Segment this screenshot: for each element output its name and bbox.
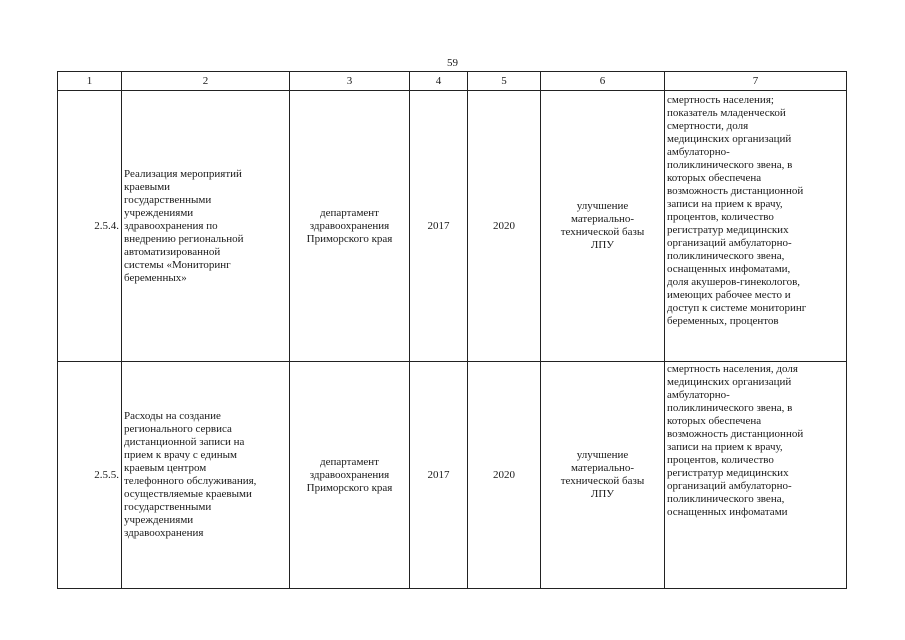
indicators-text: смертность населения; показатель младенческой смертности, доля медицинских организаций амбулаторно- поликлинического звена, в которых обеспечена возможность дистанционной записи на прием к врачу, процентов, количество регистратур медицинских организаций амбулаторно- поликлинического звена, оснащенных инфоматами, доля акушеров-гинекологов, имеющих рабочее место и доступ к системе мониторинг беременных, процентов: [667, 94, 807, 327]
indicators-cell: [665, 91, 847, 362]
column-header: 5: [468, 72, 541, 91]
column-header: 1: [58, 72, 122, 91]
column-number-row: [58, 72, 847, 91]
start-year: 2017: [410, 362, 468, 589]
page-number: 59: [447, 57, 458, 69]
end-year: 2020: [468, 362, 541, 589]
table-row: [58, 91, 847, 362]
expected-result: улучшение материально- технической базы ЛПУ: [541, 362, 665, 589]
table-row: [58, 362, 847, 589]
item-number: 2.5.5.: [58, 362, 122, 589]
indicators-text: смертность населения, доля медицинских организаций амбулаторно- поликлинического звена, в которых обеспечена возможность дистанционной записи на прием к врачу, процентов, количество регистратур медицинских организаций амбулаторно- поликлинического звена, оснащенных инфоматами: [667, 363, 804, 518]
column-header: 6: [541, 72, 665, 91]
indicators-cell: [665, 362, 847, 589]
column-header: 2: [122, 72, 290, 91]
expected-result: улучшение материально- технической базы ЛПУ: [541, 91, 665, 362]
executor: департамент здравоохранения Приморского края: [290, 91, 410, 362]
column-header: 4: [410, 72, 468, 91]
executor: департамент здравоохранения Приморского края: [290, 362, 410, 589]
column-header: 3: [290, 72, 410, 91]
column-header: 7: [665, 72, 847, 91]
start-year: 2017: [410, 91, 468, 362]
measure-name: Расходы на создание регионального сервиса дистанционной записи на прием к врачу с единым краевым центром телефонного обслуживания, осуществляемые краевыми государственными учреждениями здравоохранения: [122, 362, 290, 589]
item-number: 2.5.4.: [58, 91, 122, 362]
end-year: 2020: [468, 91, 541, 362]
measures-table: [57, 71, 847, 589]
measure-name: Реализация мероприятий краевыми государственными учреждениями здравоохранения по внедрению региональной автоматизированной системы «Мониторинг беременных»: [122, 91, 290, 362]
